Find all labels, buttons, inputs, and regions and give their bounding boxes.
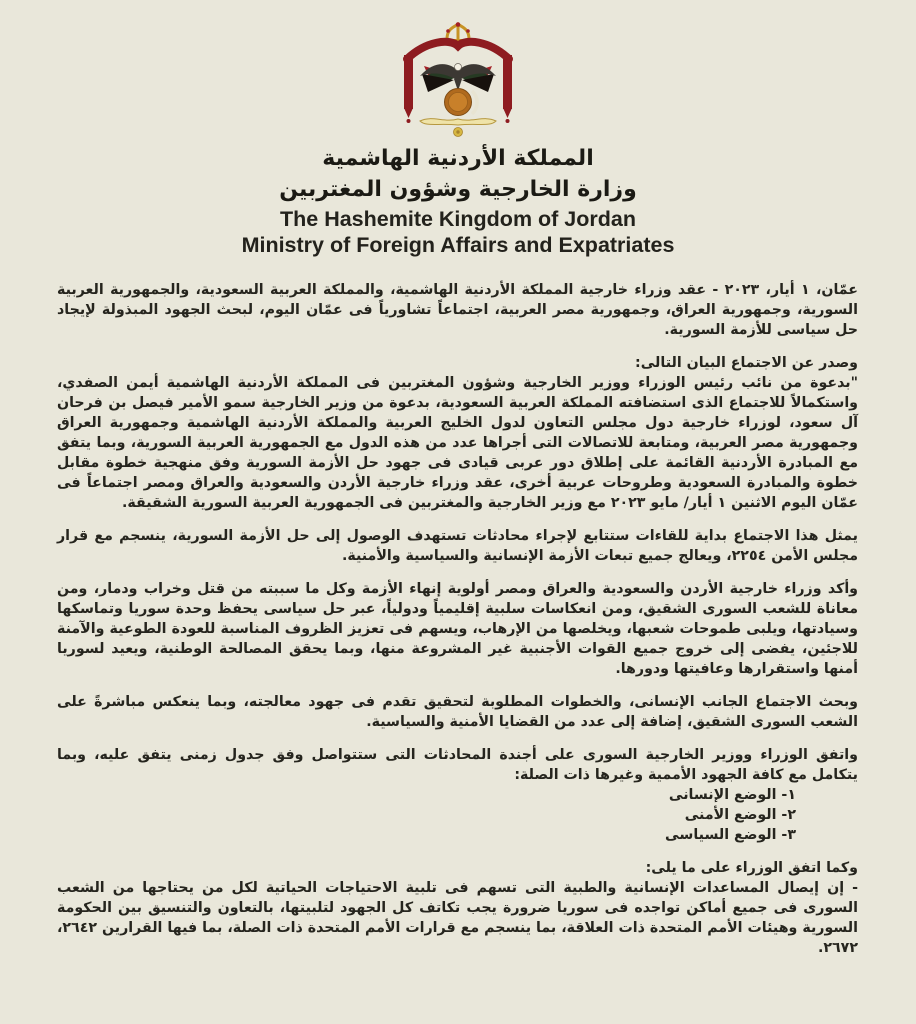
statement-body — [57, 280, 858, 958]
agreements-lead: وكما اتفق الوزراء على ما يلى: — [645, 860, 858, 877]
statement-intro: وصدر عن الاجتماع البيان التالى: — [635, 355, 858, 372]
agenda-list — [57, 785, 858, 845]
ministry-title-arabic: وزارة الخارجية وشؤون المغتربين — [279, 176, 637, 202]
joint-statement-paragraph: "بدعوة من نائب رئيس الوزراء ووزير الخارجية وشؤون المغتربين فى المملكة الأردنية الهاشمية أيمن الصفدي، واستكمالاً للاجتماع الذى استضافته المملكة العربية السعودية، بدعوة من وزير الخارجية سمو الأمير فيصل بن فرحان آل سعود، لوزراء خارجية دول مجلس التعاون لدول الخليج العربية والمملكة الأردنية الهاشمية وجمهورية العراق وجمهورية مصر العربية، ومتابعة للاتصالات التى أجراها عدد من هذه الدول مع الجمهورية العربية السورية، وبما يتفق مع المبادرة الأردنية القائمة على إطلاق دور عربى قيادى فى جهود حل الأزمة السورية وفق منهجية خطوة مقابل خطوة والمبادرة السعودية وطروحات عربية أخرى، عقد وزراء خارجية الأردن والسعودية والعراق ومصر اجتماعاً فى عمّان اليوم الاثنين ١ أيار/ مايو ٢٠٢٣ مع وزير الخارجية والمغتربين فى الجمهورية العربية السورية الشقيقة. — [57, 375, 858, 512]
kingdom-title-english: The Hashemite Kingdom of Jordan — [280, 206, 636, 231]
globe-icon — [445, 89, 478, 116]
aid-paragraph: - إن إيصال المساعدات الإنسانية والطبية التى تسهم فى تلبية الاحتياجات الحياتية لكل من يحتاجها من الشعب السورى فى جميع أماكن تواجده فى سوريا ضرورة يجب تكاتف كل الجهود لتلبيتها، بالتعاون والتنسيق بين الحكومة السورية وهيئات الأمم المتحدة ذات العلاقة، بما ينسجم مع قرارات الأمم المتحدة ذات الصلة، بما فيها القرارين ٢٦٤٢، ٢٦٧٢. — [57, 880, 858, 957]
ribbon-banner — [420, 119, 496, 125]
agenda-lead-paragraph: واتفق الوزراء ووزير الخارجية السورى على أجندة المحادثات التى ستتواصل وفق جدول زمنى يتفق عليه، وبما يتكامل مع كافة الجهود الأممية وغيرها ذات الصلة: — [57, 747, 858, 784]
ministers-affirmation-paragraph: وأكد وزراء خارجية الأردن والسعودية والعراق ومصر أولوية إنهاء الأزمة وكل ما سببته من قتل وخراب ودمار، ومن معاناة للشعب السورى الشقيق، ومن انعكاسات سلبية إقليمياً ودولياً، عبر حل سياسى يحفظ وحدة سوريا وتماسكها وسيادتها، ويلبى طموحات شعبها، ويخلصها من الإرهاب، ويسهم فى تعزيز الظروف المناسبة للعودة الطوعية والآمنة للاجئين، يفضى إلى خروج جميع القوات الأجنبية غير المشروعة منها، وبما يحقق المصالحة الوطنية، ويعيد لسوريا أمنها واستقرارها وعافيتها ودورها. — [57, 581, 858, 678]
dateline-paragraph: عمّان، ١ أيار، ٢٠٢٣ - عقد وزراء خارجية المملكة الأردنية الهاشمية، والمملكة العربية السعودية، والجمهورية العربية السورية، وجمهورية العراق، وجمهورية مصر العربية، اجتماعاً تشاورياً فى عمّان اليوم، لبحث الجهود المبذولة لإيجاد حل سياسى للأزمة السورية. — [57, 282, 859, 339]
kingdom-title-arabic: المملكة الأردنية الهاشمية — [322, 146, 594, 171]
star-medal-icon — [454, 128, 463, 137]
humanitarian-paragraph: وبحث الاجتماع الجانب الإنسانى، والخطوات المطلوبة لتحقيق تقدم فى جهود معالجته، وبما ينعكس مباشرةً على الشعب السورى الشقيق، إضافة إلى عدد من القضايا الأمنية والسياسية. — [57, 694, 858, 731]
agenda-item-political: ٣- الوضع السياسى — [665, 827, 796, 844]
ministry-title-english: Ministry of Foreign Affairs and Expatriates — [241, 232, 675, 257]
jordan-coat-of-arms-icon — [392, 22, 524, 140]
agenda-item-humanitarian: ١- الوضع الإنسانى — [668, 787, 796, 804]
agenda-item-security: ٢- الوضع الأمنى — [684, 807, 796, 824]
meeting-purpose-paragraph: يمثل هذا الاجتماع بداية للقاءات ستتابع لإجراء محادثات تستهدف الوصول إلى حل الأزمة السورية، ينسجم مع قرار مجلس الأمن ٢٢٥٤، ويعالج جميع تبعات الأزمة الإنسانية والسياسية والأمنية. — [57, 528, 858, 565]
emblem-container — [0, 0, 916, 144]
